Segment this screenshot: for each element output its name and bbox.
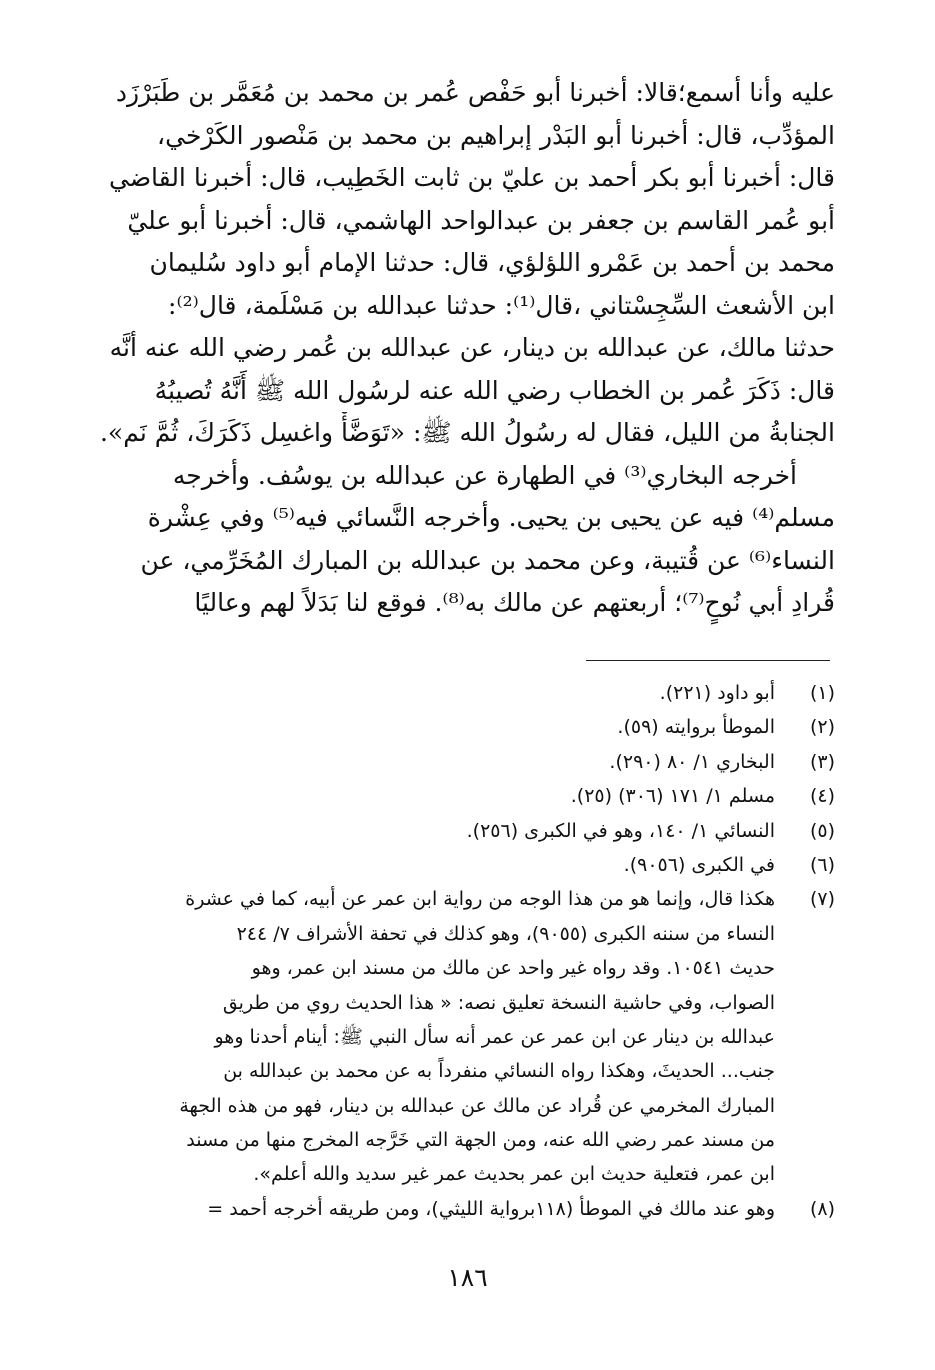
main-text-block [90, 72, 835, 625]
footnote-8 [90, 1192, 835, 1226]
footnote-number: (٥) [809, 819, 835, 842]
footnote-text: مسلم ١/ ١٧١ (٣٠٦) (٢٥). [570, 785, 775, 808]
footnote-text: النسائي ١/ ١٤٠، وهو في الكبرى (٢٥٦). [466, 819, 775, 842]
footnote-6 [90, 848, 835, 882]
text-line: مسلم⁽⁴⁾ فيه عن يحيى بن يحيى. وأخرجه النَّسائي فيه⁽⁵⁾ وفي عِشْرة [147, 503, 835, 532]
footnote-separator [586, 660, 830, 661]
text-line: قُرادِ أبي نُوحٍ⁽⁷⁾؛ أربعتهم عن مالك به⁽⁸⁾. فوقع لنا بَدَلاً لهم وعاليًا [194, 588, 835, 617]
text-line: حدثنا مالك، عن عبدالله بن دينار، عن عبدالله بن عُمر رضي الله عنه أنَّه [109, 333, 835, 362]
footnote-number: (٨) [809, 1197, 835, 1220]
footnotes-block [90, 676, 835, 1226]
footnote-text: البخاري ١/ ٨٠ (٢٩٠). [609, 750, 775, 773]
text-line: قال: أخبرنا أبو بكر أحمد بن عليّ بن ثابت الخَطِيب، قال: أخبرنا القاضي [108, 163, 835, 192]
footnote-text: حديث ١٠٥٤١. وقد رواه غير واحد عن مالك من مسند ابن عمر، وهو [251, 957, 775, 980]
footnote-number: (٢) [809, 716, 835, 739]
footnote-7 [90, 882, 835, 1192]
footnote-number: (٧) [809, 888, 835, 911]
footnote-5 [90, 814, 835, 848]
text-line: النساء⁽⁶⁾ عن قُتيبة، وعن محمد بن عبدالله بن المبارك المُخَرِّمي، عن [140, 545, 835, 575]
footnote-text: في الكبرى (٩٠٥٦). [623, 853, 775, 876]
footnote-text: الصواب، وفي حاشية النسخة تعليق نصه: « هذا الحديث روي من طريق [222, 991, 775, 1014]
text-line: الجنابةُ من الليل، فقال له رسُولُ الله ﷺ: «تَوَضَّأْ واغسِل ذَكَرَكَ، ثُمَّ نَم». [99, 418, 835, 447]
footnote-number: (٤) [809, 785, 835, 808]
text-line: أبو عُمر القاسم بن جعفر بن عبدالواحد الهاشمي، قال: أخبرنا أبو عليّ [127, 205, 835, 235]
footnote-number: (٣) [809, 750, 835, 773]
footnote-text: ابن عمر، فتعلية حديث ابن عمر بحديث عمر غير سديد والله أعلم». [253, 1163, 775, 1186]
footnote-text: أبو داود (٢٢١). [659, 682, 775, 704]
footnote-number: (١) [809, 682, 835, 704]
footnote-text: جنب... الحديثَ، وهكذا رواه النسائي منفرداً به عن محمد بن عبدالله بن [223, 1060, 775, 1083]
footnote-3 [90, 745, 835, 779]
text-line-paragraph-start: أخرجه البخاري⁽³⁾ في الطهارة عن عبدالله بن يوسُف. وأخرجه [172, 460, 797, 490]
footnote-text: النساء من سننه الكبرى (٩٠٥٥)، وهو كذلك في تحفة الأشراف ٧/ ٢٤٤ [236, 922, 775, 945]
footnote-text: المبارك المخرمي عن قُراد عن مالك عن عبدالله بن دينار، فهو من هذه الجهة [179, 1094, 775, 1117]
footnote-1 [90, 676, 835, 710]
page-number: ١٨٦ [447, 1263, 488, 1292]
footnote-text: الموطأ بروايته (٥٩). [617, 716, 775, 739]
footnote-number: (٦) [809, 853, 835, 876]
footnote-text: هكذا قال، وإنما هو من هذا الوجه من رواية ابن عمر عن أبيه، كما في عشرة [185, 888, 775, 911]
text-line: قال: ذَكَرَ عُمر بن الخطاب رضي الله عنه لرسُول الله ﷺ أَنَّهُ تُصيبُهُ [154, 375, 835, 405]
text-line: المؤدِّب، قال: أخبرنا أبو البَدْر إبراهيم بن محمد بن مَنْصور الكَرْخي، [157, 120, 835, 150]
footnote-text: عبدالله بن دينار عن ابن عمر عن عمر أنه سأل النبي ﷺ: أينام أحدنا وهو [214, 1025, 775, 1048]
footnote-2 [90, 710, 835, 744]
footnote-4 [90, 779, 835, 813]
text-line: محمد بن أحمد بن عَمْرو اللؤلؤي، قال: حدثنا الإمام أبو داود سُليمان [149, 248, 835, 277]
text-line: ابن الأشعث السِّجِسْتاني ،قال⁽¹⁾: حدثنا عبدالله بن مَسْلَمة، قال⁽²⁾: [168, 290, 835, 320]
footnote-text: من مسند عمر رضي الله عنه، ومن الجهة التي خَرَّجه المخرج منها من مسند [186, 1129, 775, 1152]
text-line: عليه وأنا أسمع؛قالا: أخبرنا أبو حَفْص عُمر بن محمد بن مُعَمَّر بن طَبَرْزَد [115, 78, 835, 107]
footnote-text: وهو عند مالك في الموطأ (١١٨برواية الليثي)، ومن طريقه أخرجه أحمد = [207, 1197, 775, 1220]
